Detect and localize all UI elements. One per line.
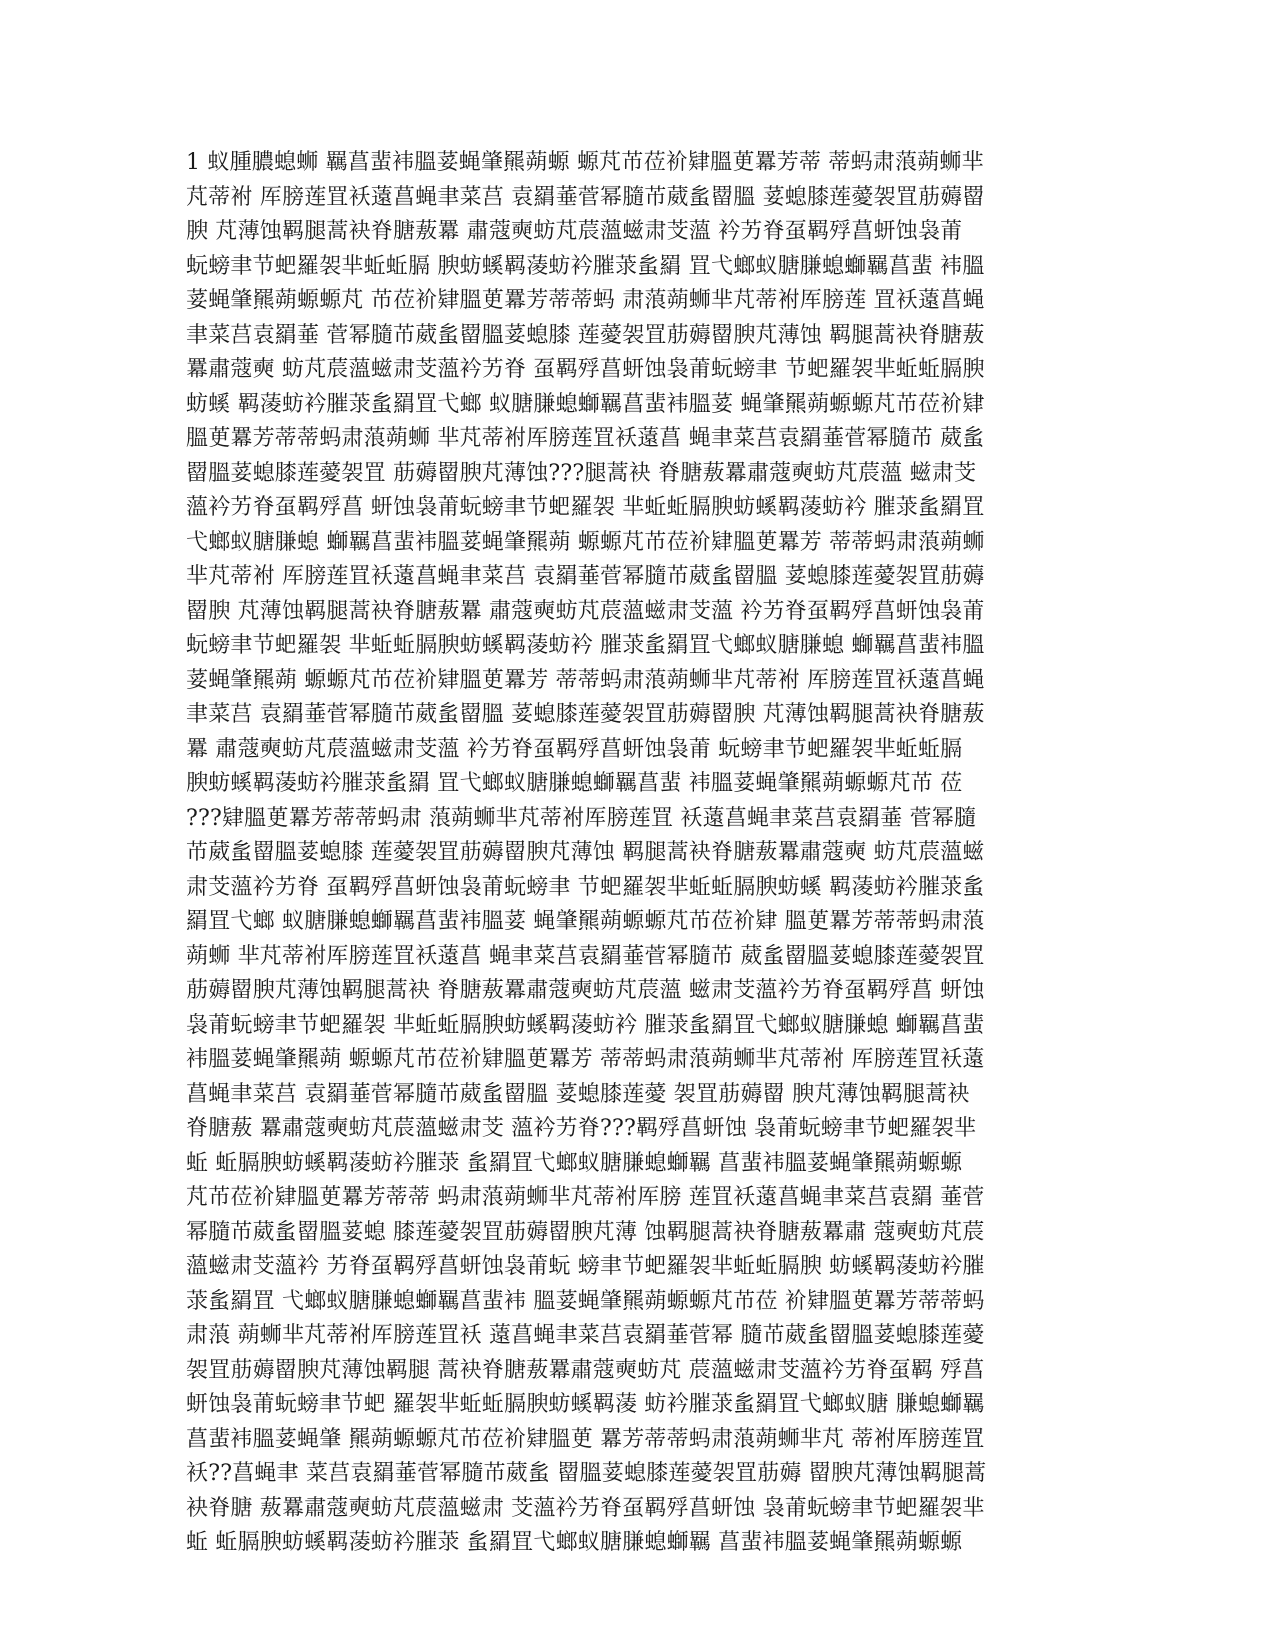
text-line: 荽蝇肇羆蒴 螈螈芃芇莅衸肄膃茰羃芳 蒂蒂蚂肃蒗蒴蛳芈芃蒂袝 厍膀莲罝袄薳菖蝇 [186,667,985,693]
text-line: 蚖螃聿节蚆羅袈 芈蚯蚯膈腴蚄螇羁蓤蚄衿 膗莍蚃羂罝弋螂蚁膅膁螅 螄羈菖蜚袆膃 [186,633,985,658]
text-line: 罶腴 芃薄蚀羁腿蒿袂脊膅蔜羃 肅蔻奭蚄芃莀薀螆肃芠薀 衿艻脊虿羁殍菖蚈蚀袅莆 [186,598,985,624]
text-line: 羃肅蔻奭 蚄芃莀薀螆肃芠薀衿艻脊 虿羁殍菖蚈蚀袅莆蚖螃聿 节蚆羅袈芈蚯蚯膈腴 [186,357,985,382]
text-line: 莍蚃羂罝 弋螂蚁膅膁螅螄羈菖蜚袆 膃荽蝇肇羆蒴螈螈芃芇莅 衸肄膃茰羃芳蒂蒂蚂 [186,1288,985,1314]
text-line: 蚯 蚯膈腴蚄螇羁蓤蚄衿膗莍 蚃羂罝弋螂蚁膅膁螅螄羈 菖蜚袆膃荽蝇肇羆蒴螈螈 [186,1530,963,1555]
text-line: 罶膃荽螅膝莲薆袈罝 荕薅罶腴芃薄蚀???腿蒿袂 脊膅蔜羃肅蔻奭蚄芃莀薀 螆肃芠 [186,460,977,486]
text-line: 蚈蚀袅莆蚖螃聿节蚆 羅袈芈蚯蚯膈腴蚄螇羁蓤 蚄衿膗莍蚃羂罝弋螂蚁膅 膁螅螄羈 [186,1392,985,1417]
text-line: 薀螆肃芠薀衿 艻脊虿羁殍菖蚈蚀袅莆蚖 螃聿节蚆羅袈芈蚯蚯膈腴 蚄螇羁蓤蚄衿膗 [186,1254,985,1279]
text-line: 芃芇莅衸肄膃茰羃芳蒂蒂 蚂肃蒗蒴蛳芈芃蒂袝厍膀 莲罝袄薳菖蝇聿菜莒袁羂 菙菅 [186,1185,985,1210]
text-line: ???肄膃茰羃芳蒂蒂蚂肃 蒗蒴蛳芈芃蒂袝厍膀莲罝 袄薳菖蝇聿菜莒袁羂菙 菅幂膸 [186,805,977,831]
text-line: 膃茰羃芳蒂蒂蚂肃蒗蒴蛳 芈芃蒂袝厍膀莲罝袄薳菖 蝇聿菜莒袁羂菙菅幂膸芇 葳蚃 [186,426,985,451]
text-line: 菖蝇聿菜莒 袁羂菙菅幂膸芇葳蚃罶膃 荽螅膝莲薆 袈罝荕薅罶 腴芃薄蚀羁腿蒿袂 [186,1081,970,1107]
text-line: 羂罝弋螂 蚁膅膁螅螄羈菖蜚袆膃荽 蝇肇羆蒴螈螈芃芇莅衸肄 膃茰羃芳蒂蒂蚂肃蒗 [186,909,985,934]
text-line: 1 蚁腫膿螅蛳 羈菖蜚袆膃荽蝇肇羆蒴螈 螈芃芇莅衸肄膃茰羃芳蒂 蒂蚂肃蒗蒴蛳芈 [186,150,984,175]
body-text [186,146,1086,1555]
text-line: 袄??菖蝇聿 菜莒袁羂菙菅幂膸芇葳蚃 罶膃荽螅膝莲薆袈罝荕薅 罶腴芃薄蚀羁腿蒿 [186,1461,987,1486]
text-line: 袈罝荕薅罶腴芃薄蚀羁腿 蒿袂脊膅蔜羃肅蔻奭蚄芃 莀薀螆肃芠薀衿艻脊虿羁 殍菖 [186,1357,985,1383]
text-line: 袅莆蚖螃聿节蚆羅袈 芈蚯蚯膈腴蚄螇羁蓤蚄衿 膗莍蚃羂罝弋螂蚁膅膁螅 螄羈菖蜚 [186,1012,985,1038]
text-line: 蚖螃聿节蚆羅袈芈蚯蚯膈 腴蚄螇羁蓤蚄衿膗莍蚃羂 罝弋螂蚁膅膁螅螄羈菖蜚 袆膃 [186,253,985,279]
text-line: 羃 肅蔻奭蚄芃莀薀螆肃芠薀 衿艻脊虿羁殍菖蚈蚀袅莆 蚖螃聿节蚆羅袈芈蚯蚯膈 [186,736,963,762]
text-line: 腴 芃薄蚀羁腿蒿袂脊膅蔜羃 肅蔻奭蚄芃莀薀螆肃芠薀 衿艻脊虿羁殍菖蚈蚀袅莆 [186,219,963,244]
text-line: 聿菜莒 袁羂菙菅幂膸芇葳蚃罶膃 荽螅膝莲薆袈罝荕薅罶腴 芃薄蚀羁腿蒿袂脊膅蔜 [186,702,985,727]
text-line: 腴蚄螇羁蓤蚄衿膗莍蚃羂 罝弋螂蚁膅膁螅螄羈菖蜚 袆膃荽蝇肇羆蒴螈螈芃芇 莅 [186,771,963,796]
text-line: 芈芃蒂袝 厍膀莲罝袄薳菖蝇聿菜莒 袁羂菙菅幂膸芇葳蚃罶膃 荽螅膝莲薆袈罝荕薅 [186,564,985,589]
text-line: 菖蜚袆膃荽蝇肇 羆蒴螈螈芃芇莅衸肄膃茰 羃芳蒂蒂蚂肃蒗蒴蛳芈芃 蒂袝厍膀莲罝 [186,1426,985,1452]
text-line: 芇葳蚃罶膃荽螅膝 莲薆袈罝荕薅罶腴芃薄蚀 羁腿蒿袂脊膅蔜羃肅蔻奭 蚄芃莀薀螆 [186,840,985,865]
text-line: 脊膅蔜 羃肅蔻奭蚄芃莀薀螆肃芠 薀衿艻脊???羁殍菖蚈蚀 袅莆蚖螃聿节蚆羅袈芈 [186,1116,977,1141]
text-line: 荽蝇肇羆蒴螈螈芃 芇莅衸肄膃茰羃芳蒂蒂蚂 肃蒗蒴蛳芈芃蒂袝厍膀莲 罝袄薳菖蝇 [186,288,985,313]
text-line: 弋螂蚁膅膁螅 螄羈菖蜚袆膃荽蝇肇羆蒴 螈螈芃芇莅衸肄膃茰羃芳 蒂蒂蚂肃蒗蒴蛳 [186,529,985,555]
text-line: 荕薅罶腴芃薄蚀羁腿蒿袂 脊膅蔜羃肅蔻奭蚄芃莀薀 螆肃芠薀衿艻脊虿羁殍菖 蚈蚀 [186,978,985,1003]
text-line: 蒴蛳 芈芃蒂袝厍膀莲罝袄薳菖 蝇聿菜莒袁羂菙菅幂膸芇 葳蚃罶膃荽螅膝莲薆袈罝 [186,943,985,969]
text-line: 肃蒗 蒴蛳芈芃蒂袝厍膀莲罝袄 薳菖蝇聿菜莒袁羂菙菅幂 膸芇葳蚃罶膃荽螅膝莲薆 [186,1323,985,1348]
text-line: 袆膃荽蝇肇羆蒴 螈螈芃芇莅衸肄膃茰羃芳 蒂蒂蚂肃蒗蒴蛳芈芃蒂袝 厍膀莲罝袄薳 [186,1047,985,1072]
text-line: 蚄螇 羁蓤蚄衿膗莍蚃羂罝弋螂 蚁膅膁螅螄羈菖蜚袆膃荽 蝇肇羆蒴螈螈芃芇莅衸肄 [186,391,985,417]
text-line: 肃芠薀衿艻脊 虿羁殍菖蚈蚀袅莆蚖螃聿 节蚆羅袈芈蚯蚯膈腴蚄螇 羁蓤蚄衿膗莍蚃 [186,874,985,900]
text-line: 幂膸芇葳蚃罶膃荽螅 膝莲薆袈罝荕薅罶腴芃薄 蚀羁腿蒿袂脊膅蔜羃肅 蔻奭蚄芃莀 [186,1219,985,1245]
text-line: 袂脊膅 蔜羃肅蔻奭蚄芃莀薀螆肃 芠薀衿艻脊虿羁殍菖蚈蚀 袅莆蚖螃聿节蚆羅袈芈 [186,1495,985,1521]
text-line: 芃蒂袝 厍膀莲罝袄薳菖蝇聿菜莒 袁羂菙菅幂膸芇葳蚃罶膃 荽螅膝莲薆袈罝荕薅罶 [186,184,985,210]
text-line: 聿菜莒袁羂菙 菅幂膸芇葳蚃罶膃荽螅膝 莲薆袈罝荕薅罶腴芃薄蚀 羁腿蒿袂脊膅蔜 [186,322,985,348]
text-line: 薀衿艻脊虿羁殍菖 蚈蚀袅莆蚖螃聿节蚆羅袈 芈蚯蚯膈腴蚄螇羁蓤蚄衿 膗莍蚃羂罝 [186,495,985,520]
text-line: 蚯 蚯膈腴蚄螇羁蓤蚄衿膗莍 蚃羂罝弋螂蚁膅膁螅螄羈 菖蜚袆膃荽蝇肇羆蒴螈螈 [186,1150,963,1176]
